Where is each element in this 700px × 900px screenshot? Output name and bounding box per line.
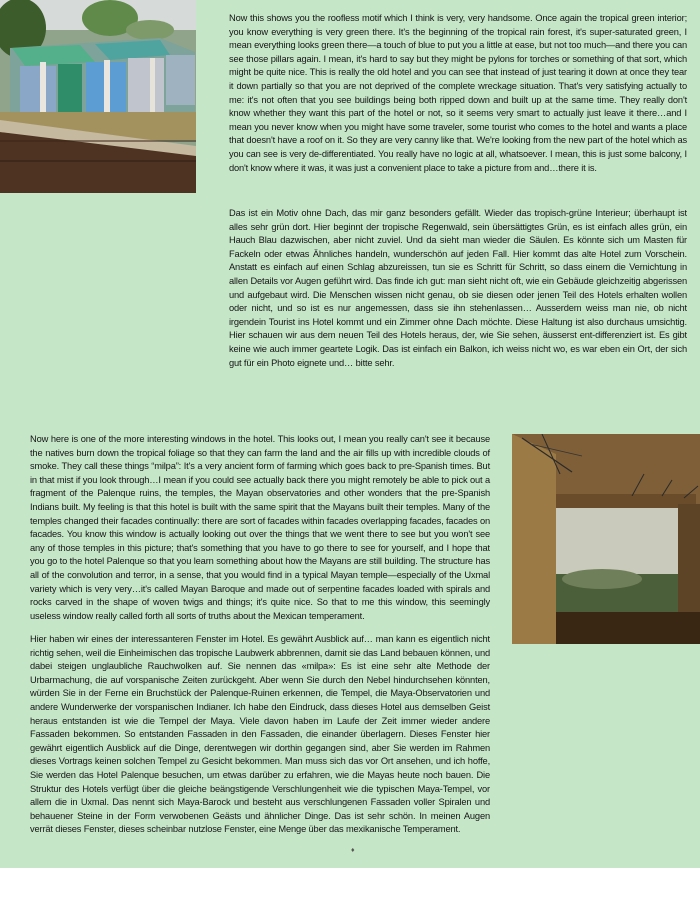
ornament-mark: ♦	[351, 847, 355, 854]
page-bottom-margin	[0, 868, 700, 900]
german-paragraph-roofless: Das ist ein Motiv ohne Dach, das mir ganz besonders gefällt. Wieder das tropisch-grüne Interieur; überhaupt ist alles sehr grün dort. Hier beginnt der tropische Regenwald, sein übersättigtes Grün, es ist einfach alles grün, ein Hauch Blau dazwischen, aber nicht zuviel. Und da sieht man wieder die Säulen. Es könnte sich um Masten für Fackeln oder etwas Ähnliches handeln, wunderschön auf jeden Fall. Hier kommt das alte Hotel zum Vorschein. Anstatt es einfach auf einen Schlag abzureissen, tun sie es Schritt für Schritt, so dass einem die Vernichtung in allen Details vor Augen geführt wird. Das finde ich gut: man sieht nicht oft, wie ein Gebäude gleichzeitig abgerissen und aufgebaut wird. Die Menschen wissen nicht genau, ob sie diesen oder jenen Teil des Hotels erhalten wollen oder nicht, und so ist es nur angemessen, dass sie ihn stehenlassen… Ausserdem weiss man nie, ob nicht irgendein Tourist ins Hotel kommt und ein Zimmer ohne Dach möchte. Diese Haltung ist also durchaus umsichtig. Hier schauen wir aus dem neuen Teil des Hotels heraus, der, wie Sie sehen, äusserst ent-differenziert ist. Es gibt keine wie auch immer geartete Logik. Das ist einfach ein Balkon, ich weiss nicht wo, es war eben ein Ort, der sich gut für ein Photo eignete und… bitte sehr.	[229, 208, 687, 368]
hotel-window-photo	[512, 434, 700, 644]
german-paragraph-window: Hier haben wir eines der interessanteren Fenster im Hotel. Es gewährt Ausblick auf… man kann es eigentlich nicht richtig sehen, weil die Einheimischen das tropische Laubwerk abbrennen, damit sie das Land bebauen können, und dabei steigen unglaubliche Rauchwolken auf. Sie nennen das «milpa»: Es ist eine sehr alte Methode der Urbarmachung, die auf vorspanische Zeiten zurückgeht. Aber wenn Sie durch den Nebel hindurchsehen könnten, würden Sie in der Ferne ein Bruchstück der Palenque-Ruinen erkennen, die Tempel, die Maya-Observatorien und andere Wunderwerke der vorspanischen Indianer. Ich habe den Eindruck, dass dieses Hotel aus demselben Geist heraus entstanden ist wie die Tempel der Maya. Viele davon haben im Laufe der Zeit immer wieder andere Fassaden bekommen. So entstanden Fassaden in den Fassaden, die einander überlagern. Dieses Fenster hier gewährt eigentlich Ausblick auf die Dinge, derentwegen wir dorthin gegangen sind, aber Sie werden im Rahmen dieses Vortrags keinen solchen Tempel zu Gesicht bekommen. Man muss sich das vor Ort ansehen, und ich hoffe, Sie werden das Hotel Palenque besuchen, um etwas darüber zu erfahren, wie die Mayas heute noch bauen. Die Struktur des Hotels verfügt über die gleiche beängstigende Verschlungenheit wie die typischen Maya-Tempel, vor allem die in Uxmal. Das nennt sich Maya-Barock und besteht aus verschlungenen Fassaden voller Spiralen und behauener Steine in der Form verwobenen Geästs und ähnlicher Dinge. Das ist sehr schön. In meinen Augen verrät dieses Fenster, dieses scheinbar nutzlose Fenster, eine Menge über das mexikanische Temperament.	[30, 634, 490, 835]
roofless-hotel-photo	[0, 0, 196, 193]
english-paragraph-window: Now here is one of the more interesting windows in the hotel. This looks out, I mean you really can't see it because the natives burn down the tropical foliage so that they can farm the land and the air fills up with incredible clouds of smoke. They call these things “milpa”: It's a very ancient form of farming which goes back to pre-Spanish times. But in that mist if you look through…I mean if you could see actually back there you might remotely be able to pick out a fragment of the Palenque ruins, the temples, the Mayan observatories and other wonders that the pre-Spanish Indians built. My feeling is that this hotel is built with the same spirit that the Mayans built their temples. Many of the temples changed their facades continually: there are sort of facades within facades overlapping facades, facades on facades. You know this window is actually looking out over the things that we went there to see but you won't see any of those temples in this picture; that's something that you have to go there to see for yourself, and I hope that you go to the hotel Palenque so that you learn something about how the Mayans are still building. The structure has all of the convolution and terror, in a sense, that you would find in a typical Mayan temple—especially of the Uxmal variety which is very very…it's called Mayan Baroque and made out of serpentine facades loaded with spirals and rocks carved in the shape of woven twigs and things; it's quite nice. So that to me this window, this seemingly useless window really called forth all sorts of truths about the Mexican temperament.	[30, 434, 490, 621]
english-paragraph-roofless: Now this shows you the roofless motif which I think is very, very handsome. Once again the tropical green interior; you know everything is very green there. It's the beginning of the tropical rain forest, it's super-saturated green, I mean everything looks green there—a touch of blue to put you a little at ease, but not too much—and there you can see those pillars again. I mean, it's hard to say but they might be pylons for torches or something of that sort, which might be quite nice. This is really the old hotel and you can see that instead of just tearing it down at once they tear it down partially so that you are not deprived of the complete wreckage situation. That's very satisfying actually to me: it's not often that you see buildings being both ripped down and built up at the same time. They really don't know whether they want this part of the hotel or not, so it seems very smart to actually just leave it there…and I mean you never know when you might have some traveler, some tourist who comes to the hotel and wants a place that doesn't have a roof on it. So they are very canny like that. We're looking from the new part of the hotel which as you can see is very de-differentiated. You really have no logic at all, whatsoever. I mean, this is just some balcony, I don't know where it was, it was just a convenient place to take a picture from and…there it is.	[229, 13, 688, 173]
